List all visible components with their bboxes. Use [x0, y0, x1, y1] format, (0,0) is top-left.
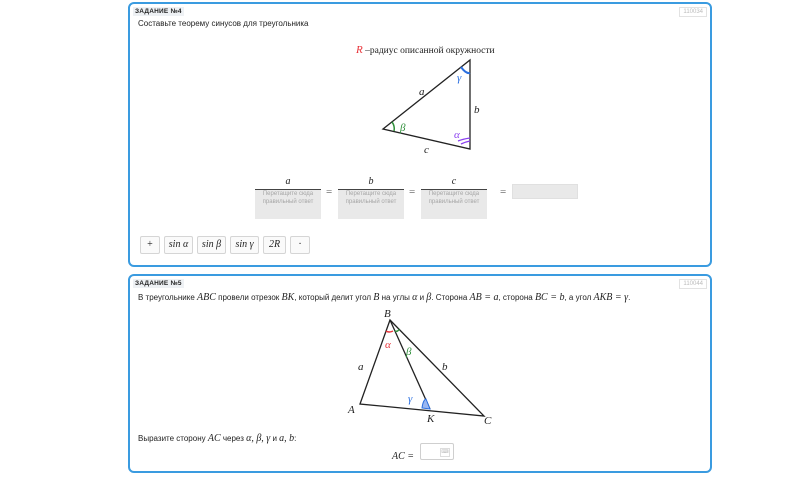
statement-text: и	[417, 293, 427, 302]
radius-symbol: R	[356, 44, 363, 56]
alpha-arc-outer	[458, 138, 470, 141]
statement-math: BK	[281, 292, 295, 303]
statement-text: В треугольнике	[138, 293, 198, 302]
statement-math: B	[373, 292, 380, 303]
question-text: Выразите сторону	[138, 434, 208, 443]
side-label-b: b	[442, 361, 448, 373]
statement-math: α	[412, 292, 418, 303]
vertex-label-k: K	[427, 413, 435, 425]
question-math: AC	[207, 433, 221, 444]
drop-zone[interactable]: Перетащите сюда правильный ответ	[421, 190, 487, 219]
answer-row	[392, 446, 449, 464]
fraction-b	[338, 176, 404, 219]
fraction-a	[255, 176, 321, 219]
task-question	[138, 433, 296, 444]
gamma-sector	[422, 399, 430, 409]
statement-text: , который делит угол	[294, 293, 374, 302]
statement-math: AB = a	[469, 292, 499, 303]
side-label-c: c	[424, 144, 429, 156]
vertex-label-c: C	[484, 415, 492, 427]
sin-beta-token[interactable]: sin β	[197, 236, 226, 254]
task-id: 110044	[679, 279, 707, 289]
statement-text: , а угол	[564, 293, 594, 302]
beta-arc	[395, 329, 399, 331]
beta-arc	[392, 122, 394, 131]
statement-text: провели отрезок	[215, 293, 282, 302]
question-text: и	[270, 434, 280, 443]
two-r-token[interactable]: 2R	[263, 236, 286, 254]
triangle-figure	[130, 4, 714, 269]
drop-zone[interactable]: Перетащите сюда правильный ответ	[255, 190, 321, 219]
alpha-arc	[386, 331, 393, 332]
fraction-numerator: a	[285, 176, 291, 187]
task-card-4	[128, 2, 712, 267]
task-id: 110034	[679, 7, 707, 17]
vertex-label-a: A	[348, 404, 355, 416]
task-prompt: Составьте теорему синусов для треугольника	[138, 19, 309, 28]
statement-text: на углы	[379, 293, 413, 302]
question-text: через	[220, 434, 247, 443]
task-tag: ЗАДАНИЕ №4	[135, 8, 182, 15]
equals-sign: =	[500, 186, 507, 198]
drop-zone[interactable]: Перетащите сюда правильный ответ	[338, 190, 404, 219]
side-label-b: b	[474, 104, 480, 116]
angle-label-beta: β	[400, 122, 406, 134]
equals-sign: =	[326, 186, 333, 198]
statement-math: BC = b	[534, 292, 565, 303]
multiply-dot-token[interactable]: ·	[290, 236, 310, 254]
statement-text: .	[628, 293, 631, 302]
plus-token[interactable]: +	[140, 236, 160, 254]
sin-gamma-token[interactable]: sin γ	[230, 236, 259, 254]
fraction-numerator: c	[451, 176, 457, 187]
keyboard-icon[interactable]: ⌨	[441, 449, 449, 455]
task-card-5	[128, 274, 712, 473]
equals-sign: =	[409, 186, 416, 198]
question-math: a, b	[279, 433, 295, 444]
answer-input[interactable]	[420, 443, 454, 460]
statement-text: . Сторона	[431, 293, 470, 302]
gamma-arc	[461, 67, 470, 73]
radius-legend-text: –радиус описанной окружности	[362, 46, 495, 56]
side-label-a: a	[358, 361, 364, 373]
alpha-arc-inner	[461, 141, 470, 144]
angle-label-beta: β	[406, 346, 412, 358]
vertex-label-b: B	[384, 308, 391, 320]
result-drop-zone[interactable]	[512, 184, 578, 199]
angle-label-alpha: α	[454, 129, 460, 141]
task-tag: ЗАДАНИЕ №5	[135, 280, 182, 287]
answer-label: AC =	[392, 451, 415, 462]
statement-math: β	[426, 292, 432, 303]
statement-math: AKB = γ	[593, 292, 629, 303]
angle-label-gamma: γ	[457, 72, 462, 84]
statement-math: ABC	[197, 292, 216, 303]
fraction-c	[421, 176, 487, 219]
fraction-numerator: b	[368, 176, 374, 187]
side-label-a: a	[419, 86, 425, 98]
sin-alpha-token[interactable]: sin α	[164, 236, 193, 254]
statement-text: , сторона	[498, 293, 535, 302]
angle-label-alpha: α	[385, 339, 391, 351]
triangle-abc-outline	[360, 320, 484, 416]
angle-label-gamma: γ	[408, 393, 413, 405]
question-math: α, β, γ	[246, 433, 271, 444]
question-text: :	[294, 434, 297, 443]
